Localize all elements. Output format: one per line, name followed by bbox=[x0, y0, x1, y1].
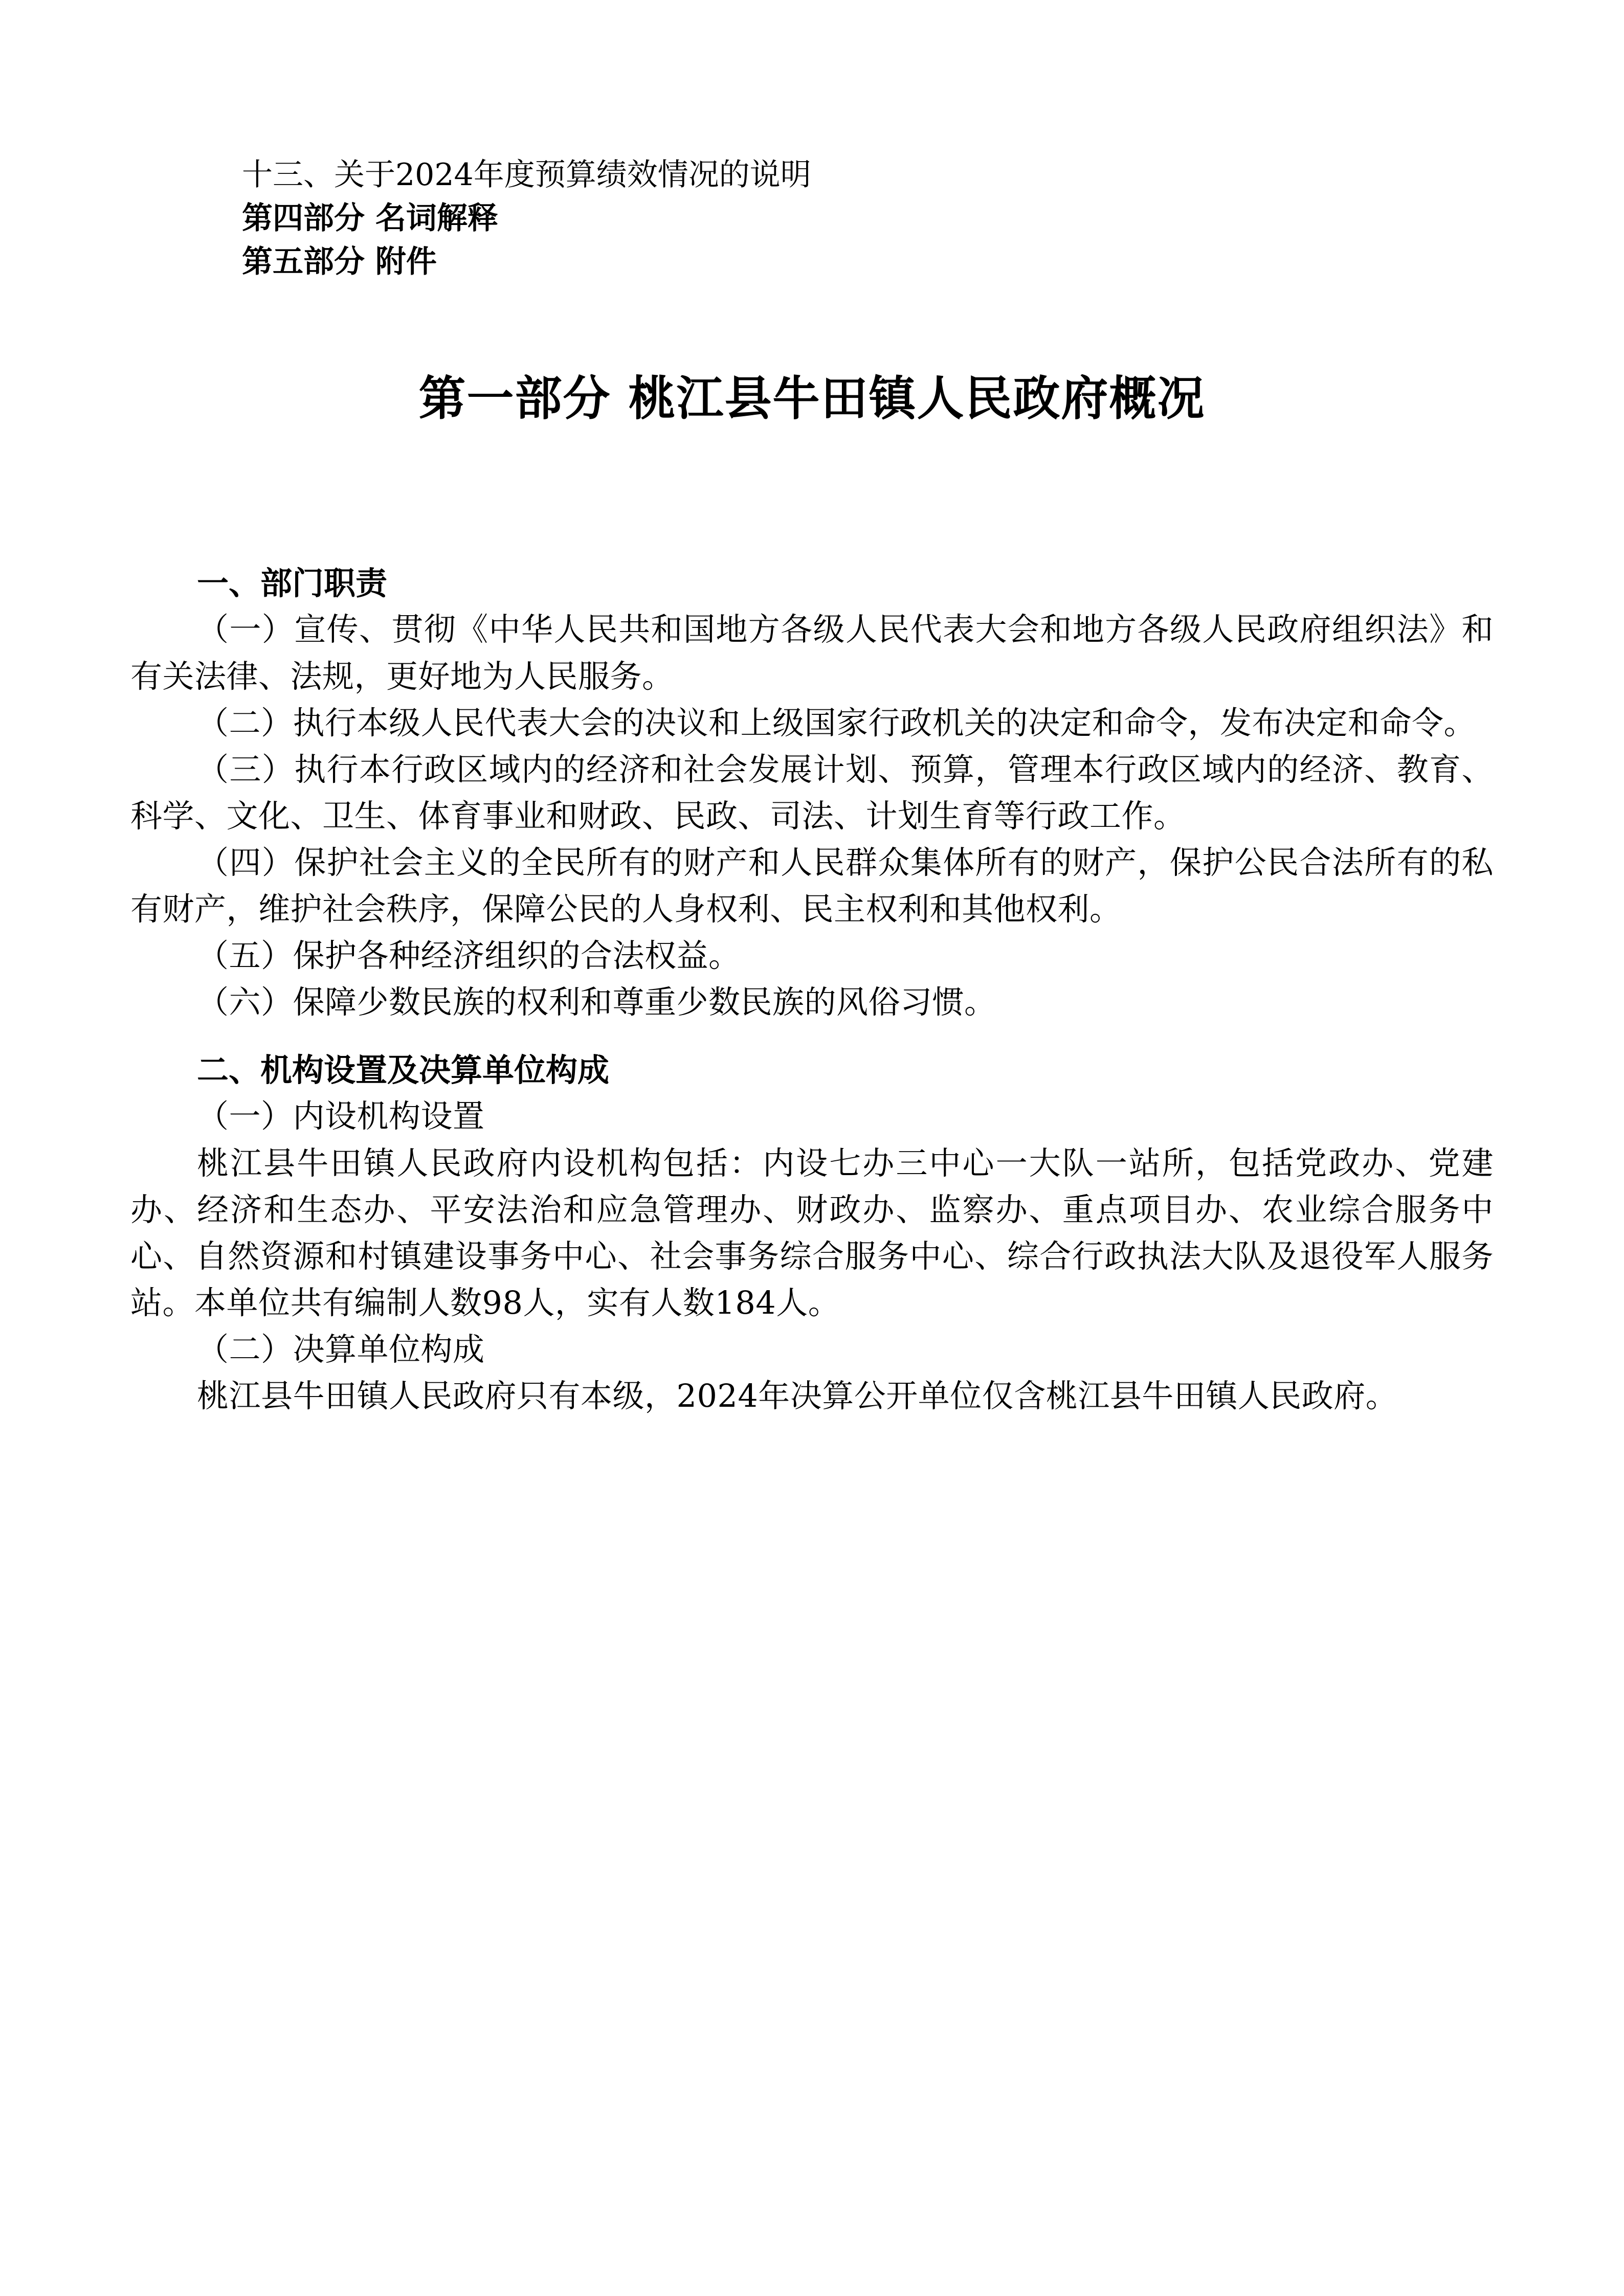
paragraph-duty-6: （六）保障少数民族的权利和尊重少数民族的风俗习惯。 bbox=[197, 983, 996, 1021]
toc-item-part4: 第四部分 名词解释 bbox=[242, 200, 498, 237]
section-duties bbox=[130, 560, 1494, 1026]
paragraph-duty-1: （一）宣传、贯彻《中华人民共和国地方各级人民代表大会和地方各级人民政府组织法》和有关法律、法规，更好地为人民服务。 bbox=[130, 611, 1494, 695]
section-organization bbox=[130, 1047, 1494, 1420]
paragraph-org-3: （二）决算单位构成 bbox=[197, 1331, 485, 1368]
section-heading-duties: 一、部门职责 bbox=[197, 564, 388, 602]
paragraph-org-2: 桃江县牛田镇人民政府内设机构包括：内设七办三中心一大队一站所，包括党政办、党建办、经济和生态办、平安法治和应急管理办、财政办、监察办、重点项目办、农业综合服务中心、自然资源和村镇建设事务中心、社会事务综合服务中心、综合行政执法大队及退役军人服务站。本单位共有编制人数98人，实有人数184人。 bbox=[130, 1144, 1494, 1321]
paragraph-duty-4: （四）保护社会主义的全民所有的财产和人民群众集体所有的财产，保护公民合法所有的私有财产，维护社会秩序，保障公民的人身权利、民主权利和其他权利。 bbox=[130, 844, 1494, 928]
section-heading-organization: 二、机构设置及决算单位构成 bbox=[197, 1051, 610, 1089]
paragraph-duty-2: （二）执行本级人民代表大会的决议和上级国家行政机关的决定和命令，发布决定和命令。 bbox=[197, 704, 1476, 741]
toc-item-part5: 第五部分 附件 bbox=[242, 244, 437, 280]
table-of-contents bbox=[130, 153, 1494, 284]
paragraph-duty-5: （五）保护各种经济组织的合法权益。 bbox=[197, 937, 741, 975]
paragraph-org-1: （一）内设机构设置 bbox=[197, 1097, 485, 1135]
paragraph-duty-3: （三）执行本行政区域内的经济和社会发展计划、预算，管理本行政区域内的经济、教育、科学、文化、卫生、体育事业和财政、民政、司法、计划生育等行政工作。 bbox=[130, 750, 1494, 835]
paragraph-org-4: 桃江县牛田镇人民政府只有本级，2024年决算公开单位仅含桃江县牛田镇人民政府。 bbox=[197, 1377, 1398, 1415]
toc-item-13: 十三、关于2024年度预算绩效情况的说明 bbox=[242, 157, 811, 193]
page-title: 第一部分 桃江县牛田镇人民政府概况 bbox=[418, 370, 1206, 426]
